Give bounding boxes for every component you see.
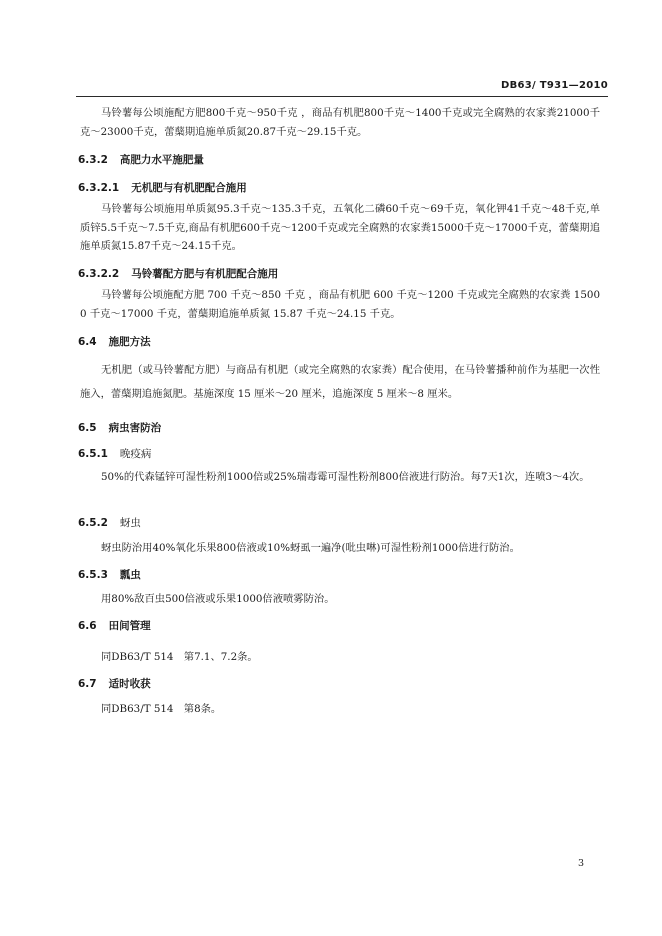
section-6-5-3-paragraph: 用80%敌百虫500倍液或乐果1000倍液喷雾防治。: [101, 593, 335, 605]
section-number: 6.5.2: [78, 517, 108, 529]
section-6-3-2-2-paragraph: 马铃薯每公顷施配方肥 700 千克～850 千克 ，商品有机肥 600 千克～1200 千克或完全腐熟的农家粪 15000 千克～17000 千克，蕾蘖期追施单质氮 15.87 千克～24.15 千克。: [80, 289, 600, 320]
section-number: 6.5: [78, 422, 97, 434]
section-6-5-3-heading: [78, 567, 141, 582]
section-6-7-paragraph: 同DB63/T 514 第8条。: [101, 703, 222, 715]
section-6-5-2-heading: [78, 515, 141, 530]
section-6-6-paragraph: 同DB63/T 514 第7.1、7.2条。: [101, 651, 258, 663]
section-title: 田间管理: [108, 620, 151, 632]
section-title: 瓢虫: [119, 569, 141, 581]
section-6-5-heading: [78, 420, 161, 435]
section-6-4-heading: [78, 334, 151, 349]
section-number: 6.5.1: [78, 448, 108, 460]
section-6-6-heading: [78, 618, 151, 633]
section-title: 无机肥与有机肥配合施用: [131, 182, 247, 194]
section-6-4-paragraph: 无机肥（或马铃薯配方肥）与商品有机肥（或完全腐熟的农家粪）配合使用，在马铃薯播种前作为基肥一次性施入，蕾蘖期追施氮肥。基施深度 15 厘米～20 厘米，追施深度 5 厘米～8 厘米。: [80, 364, 600, 400]
section-number: 6.5.3: [78, 569, 108, 581]
section-6-5-1-paragraph: 50%的代森锰锌可湿性粉剂1000倍或25%瑞毒霉可湿性粉剂800倍液进行防治。每7天1次，连喷3～4次。: [101, 471, 590, 483]
section-title: 蚜虫: [119, 517, 141, 529]
section-title: 施肥方法: [108, 336, 151, 348]
section-number: 6.3.2: [78, 154, 108, 166]
section-6-5-1-heading: [78, 446, 151, 461]
section-title: 马铃薯配方肥与有机肥配合施用: [131, 268, 279, 280]
section-number: 6.6: [78, 620, 97, 632]
section-6-3-2-1-heading: [78, 180, 247, 195]
section-6-3-2-1-paragraph: 马铃薯每公顷施用单质氮95.3千克～135.3千克，五氧化二磷60千克～69千克，氧化钾41千克～48千克,单质锌5.5千克～7.5千克,商品有机肥600千克～1200千克或完全腐熟的农家粪15000千克～17000千克，蕾蘖期追施单质氮15.87千克～24.15千克。: [80, 203, 600, 252]
section-number: 6.3.2.2: [78, 268, 120, 280]
section-6-7-heading: [78, 676, 151, 691]
section-6-5-2-paragraph: 蚜虫防治用40%氧化乐果800倍液或10%蚜虱一遍净(吡虫啉)可湿性粉剂1000倍进行防治。: [101, 542, 520, 554]
section-title: 病虫害防治: [108, 422, 162, 434]
section-6-3-2-2-heading: [78, 266, 278, 281]
section-title: 适时收获: [108, 678, 151, 690]
section-title: 晚疫病: [119, 448, 152, 460]
section-title: 高肥力水平施肥量: [119, 154, 204, 166]
section-number: 6.4: [78, 336, 97, 348]
page-number: 3: [578, 858, 585, 869]
section-number: 6.3.2.1: [78, 182, 120, 194]
header-rule: [76, 96, 608, 97]
section-6-3-2-heading: [78, 152, 204, 167]
section-number: 6.7: [78, 678, 97, 690]
standard-code: DB63/ T931—2010: [501, 80, 608, 91]
intro-paragraph: 马铃薯每公顷施配方肥800千克～950千克 ，商品有机肥800千克～1400千克或完全腐熟的农家粪21000千克～23000千克，蕾蘖期追施单质氮20.87千克～29.15千克。: [80, 107, 600, 138]
